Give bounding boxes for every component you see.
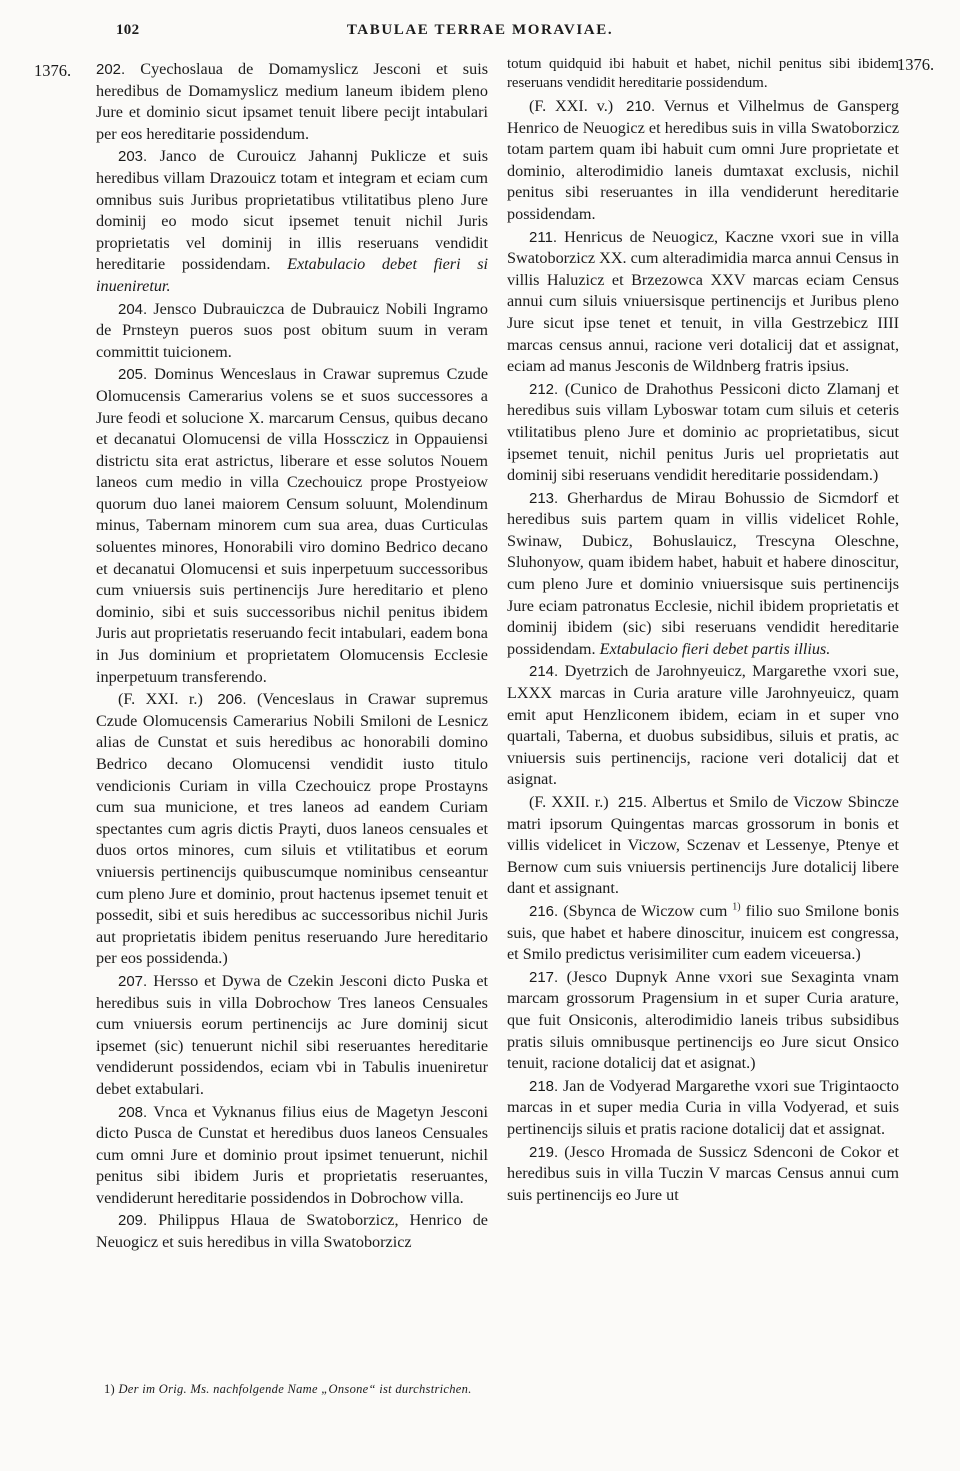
entry-205 — [96, 364, 488, 688]
entry-text: Gherhardus de Mirau Bohussio de Sicmdorf et heredibus suis partem quam in villis videlicet Rohle, Swinaw, Dubicz, Bohuslauicz, Trescyna Oleschne, Sluhonyow, quam ibidem habet, habuit et habere dinoscitur, cum pleno Jure et dominio vniuersisque suis pertinencijs Jure eciam patronatus Ecclesie, nichil ibidem proprietatis et dominij ibidem (sic) sibi reseruans vendidit hereditarie possidendam. — [507, 488, 900, 658]
entry-number: 209. — [118, 1212, 148, 1230]
entry-text: (Sbynca de Wiczow cum — [563, 901, 728, 920]
entry-208 — [96, 1102, 488, 1210]
entry-212 — [507, 379, 899, 487]
entry-text: (Cunico de Drahothus Pessiconi dicto Zlamanj et heredibus suis villam Lyboswar totam cum siluis et ceteris vtilitatibus pleno Jure et dominio ac proprietatibus, sicut ipsemet tenuit, nichil penitus Juris uel proprietatis aut dominij sibi reseruans vendidit hereditarie possidendam.) — [507, 379, 899, 485]
page-number: 102 — [116, 22, 140, 38]
entry-text: Dominus Wenceslaus in Crawar supremus Czude Olomucensis Camerarius volens se et suos successores a Jure feodi et solucione X. marcarum Census, quibus decano et decanatui Olomucensi de villa Hossczicz in Oppauiensi districtu sita erat astrictus, liberare et esse solutos Nouem laneos cum medio in villa Czechouicz prope Prostyeiow quorum duo lanei maiorem Censum soluunt, Molendinum minus, Tabernam minorem cum sua area, duas Curticulas soluentes minores, Honorabili viro domino Bedrico decano et decanatui Olomucensi et suis inperpetuum successoribus cum vniuersis suis pertinencijs Jure hereditario et pleno dominio, sibi et suis successoribus nichil penitus ibidem Juris aut proprietatis reseruando fecit intabulari, eadem bona in Jus dominium et proprietatem Olomucensis Ecclesie inperpetuum transferendo. — [96, 365, 488, 686]
entry-219 — [507, 1142, 899, 1207]
entry-text: Albertus et Smilo de Viczow Sbincze matri ipsorum Quingentas marcas grossorum in bonis et villis videlicet in Viczow, Sczenav et Lessenye, Ptenye et Bernow cum suis vniuersis pertinencijs Jure dotalicij libere dant et assignant. — [507, 793, 899, 898]
entry-203 — [96, 146, 488, 297]
entry-number: 210. — [626, 98, 656, 115]
entry-number: 212. — [529, 380, 559, 398]
entry-202 — [96, 59, 488, 145]
entry-number: 208. — [118, 1103, 148, 1121]
entry-number: 205. — [118, 366, 148, 384]
footnote-mark: 1) — [104, 1382, 116, 1396]
entry-207 — [96, 971, 488, 1101]
entry-text: (Jesco Dupnyk Anne vxori sue Sexaginta vnam marcam grossorum Pragensium in et super Curia arature, que fuit Onsiconis, alterodimidio laneis tribus subsidibus pratis siluis omnibusque pertinencijs eo Jure sicut Onsico tenuit, racione dotalicij dat et asignat.) — [507, 967, 900, 1073]
entry-215 — [507, 792, 899, 900]
entry-note: Extabulacio debet fieri si inueniretur. — [96, 255, 489, 295]
footnote-text: Der im Orig. Ms. nachfolgende Name „Onsone“ ist durchstrichen. — [118, 1382, 472, 1396]
folio-reference: (F. XXI. v.) — [529, 97, 614, 115]
entry-text: Henricus de Neuogicz, Kaczne vxori sue in villa Swatoborzicz XX. cum alteradimidia marca annui Census in villis Haluzicz et Brzezowca XXV marcas eciam Census annui cum siluis vniuersisque pertinencijs et Juribus pleno Jure sicut ipse tenet et tenuit, in villa Gestrzebicz IIII marcas census annui, racione veri dotalicij dat et assignat, eciam ad manus Jesconis de Wildnberg fratris ipsius. — [507, 227, 899, 376]
entry-number: 207. — [118, 972, 148, 990]
entry-text: Jan de Vodyerad Margarethe vxori sue Trigintaocto marcas in et super media Curia in villa Vodyerad, et suis pertinencijs siluis et pratis racione dotalicij dat et assignat. — [507, 1076, 899, 1138]
entry-text: (Jesco Hromada de Sussicz Sdenconi de Cokor et heredibus suis in villa Tuczin V marcas Census annui cum suis pertinencijs eo Jure ut — [507, 1142, 899, 1204]
entry-text: Janco de Curouicz Jahannj Puklicze et suis heredibus villam Drazouicz totam et integram et eciam cum omnibus suis Juribus proprietatibus vtilitatibus pleno Jure dominij eo modo sicut ipsemet tenuit nichil Juris proprietatis vel dominij in illis reseruans vendidit hereditarie possidendam. — [96, 147, 489, 274]
entry-text: Jensco Dubrauiczca de Dubrauicz Nobili Ingramo de Prnsteyn pueros suos post obitum suum in veram committit tuicionem. — [96, 299, 489, 361]
entry-211 — [507, 227, 899, 378]
folio-reference: (F. XXII. r.) — [529, 793, 609, 811]
entry-206 — [96, 689, 488, 970]
entry-number: 204. — [118, 300, 148, 318]
entry-text: Hersso et Dywa de Czekin Jesconi dicto Puska et heredibus suis in villa Dobrochow Tres laneos Censuales cum vniuersis eorum pertinencijs ac Jure dominij sicut ipsemet (sic) tenuerunt nichil sibi reseruantes hereditarie vendiderunt possidendos, eciam vbi in Tabulis inueniretur debet extabulari. — [96, 971, 488, 1098]
entry-number: 202. — [96, 61, 126, 78]
folio-reference: (F. XXI. r.) — [118, 690, 203, 709]
entry-number: 206. — [217, 691, 247, 709]
entry-218 — [507, 1076, 899, 1141]
entry-216 — [507, 901, 899, 966]
entry-number: 203. — [118, 148, 148, 166]
right-column — [507, 55, 899, 1207]
entry-210 — [507, 96, 899, 226]
entry-number: 213. — [529, 489, 559, 507]
entry-note: Extabulacio fieri debet partis illius. — [599, 639, 831, 658]
entry-text: Dyetrzich de Jarohnyeuicz, Margarethe vxori sue, LXXX marcas in Curia arature ville Jarohnyeuicz, quam emit aput Henzliconem ibidem, eciam in et super vno quartali, Taberna, et duobus subsidibus, siluis et pratis, ac vniuersis suis pertinencijs, racione veri dotalicij dat et asignat. — [507, 662, 899, 789]
entry-204 — [96, 299, 488, 364]
entry-217 — [507, 967, 899, 1075]
entry-text: totum quidquid ibi habuit et habet, nichil penitus sibi ibidem reseruans vendidit hereditarie possidendum. — [507, 56, 899, 91]
entry-text: Vnca et Vyknanus filius eius de Magetyn Jesconi dicto Pusca de Cunstat et heredibus duos laneos Censuales cum omni Jure et dominio prout ipsimet tenuerunt, nichil penitus sibi ibidem Juris et proprietatis reseruantes, vendiderunt hereditarie possidendos in Dobrochow villa. — [96, 1102, 488, 1207]
entry-number: 219. — [529, 1143, 559, 1161]
entry-number: 218. — [529, 1077, 559, 1095]
entry-213 — [507, 488, 899, 661]
entry-number: 216. — [529, 902, 559, 920]
entry-number: 215. — [617, 794, 648, 811]
margin-year-left: 1376. — [34, 61, 72, 80]
footnote — [104, 1382, 884, 1397]
entry-text-rest: filio suo Smilone bonis suis, que habet et habere dinoscitur, inuicem est congressa, et Smilo predictus verisimiliter cum eadem viceuersa.) — [507, 901, 900, 964]
running-title: TABULAE TERRAE MORAVIAE. — [346, 22, 614, 38]
entry-text: Vernus et Vilhelmus de Gansperg Henrico de Neuogicz et heredibus suis in villa Swatoborzicz totam partem quam ibi habuit cum omni Jure proprietate et dominio, alterodimidio laneis dumtaxat exclusis, nichil penitus sibi reseruantes in illa vendiderunt hereditarie possidendam. — [507, 97, 899, 223]
left-column — [96, 59, 488, 1255]
entry-number: 211. — [529, 228, 558, 246]
footnote-reference[interactable]: 1) — [732, 901, 741, 913]
entry-text: (Venceslaus in Crawar supremus Czude Olomucensis Camerarius Nobili Smiloni de Lesnicz alias de Cunstat et suis heredibus ac honorabili domino Bedrico decano Olomucensi vendidit iusto titulo vendicionis Curiam in villa Czechouicz prope Prostayns cum sua municione, et tres laneos ad eandem Curiam spectantes cum agris dictis Prayti, duos laneos censuales et duos ortos minores, cum siluis et vtilitatibus et eorum vniuersis pertinencijs quibuscumque nominibus censeantur cum pleno Jure et dominio, prout hactenus ipsemet tenuit et possedit, sibi et suis heredibus ac successoribus nichil Juris aut proprietatis ibidem penitus reseruando Jure hereditario per eos possidenda.) — [96, 690, 489, 968]
entry-text: Cyechoslaua de Domamyslicz Jesconi et suis heredibus de Domamyslicz medium laneum ibidem pleno Jure et dominio sicut ipsamet tenuit libere pecijt intabulari per eos hereditarie possidendum. — [96, 60, 488, 143]
entry-number: 214. — [529, 663, 559, 681]
entry-209 — [96, 1210, 488, 1253]
entry-text: Philippus Hlaua de Swatoborzicz, Henrico de Neuogicz et suis heredibus in villa Swatoborzicz — [96, 1211, 488, 1252]
entry-number: 217. — [529, 968, 559, 986]
entry-214 — [507, 661, 899, 791]
entry-209-continued — [507, 55, 899, 93]
margin-year-right: 1376. — [897, 55, 935, 74]
